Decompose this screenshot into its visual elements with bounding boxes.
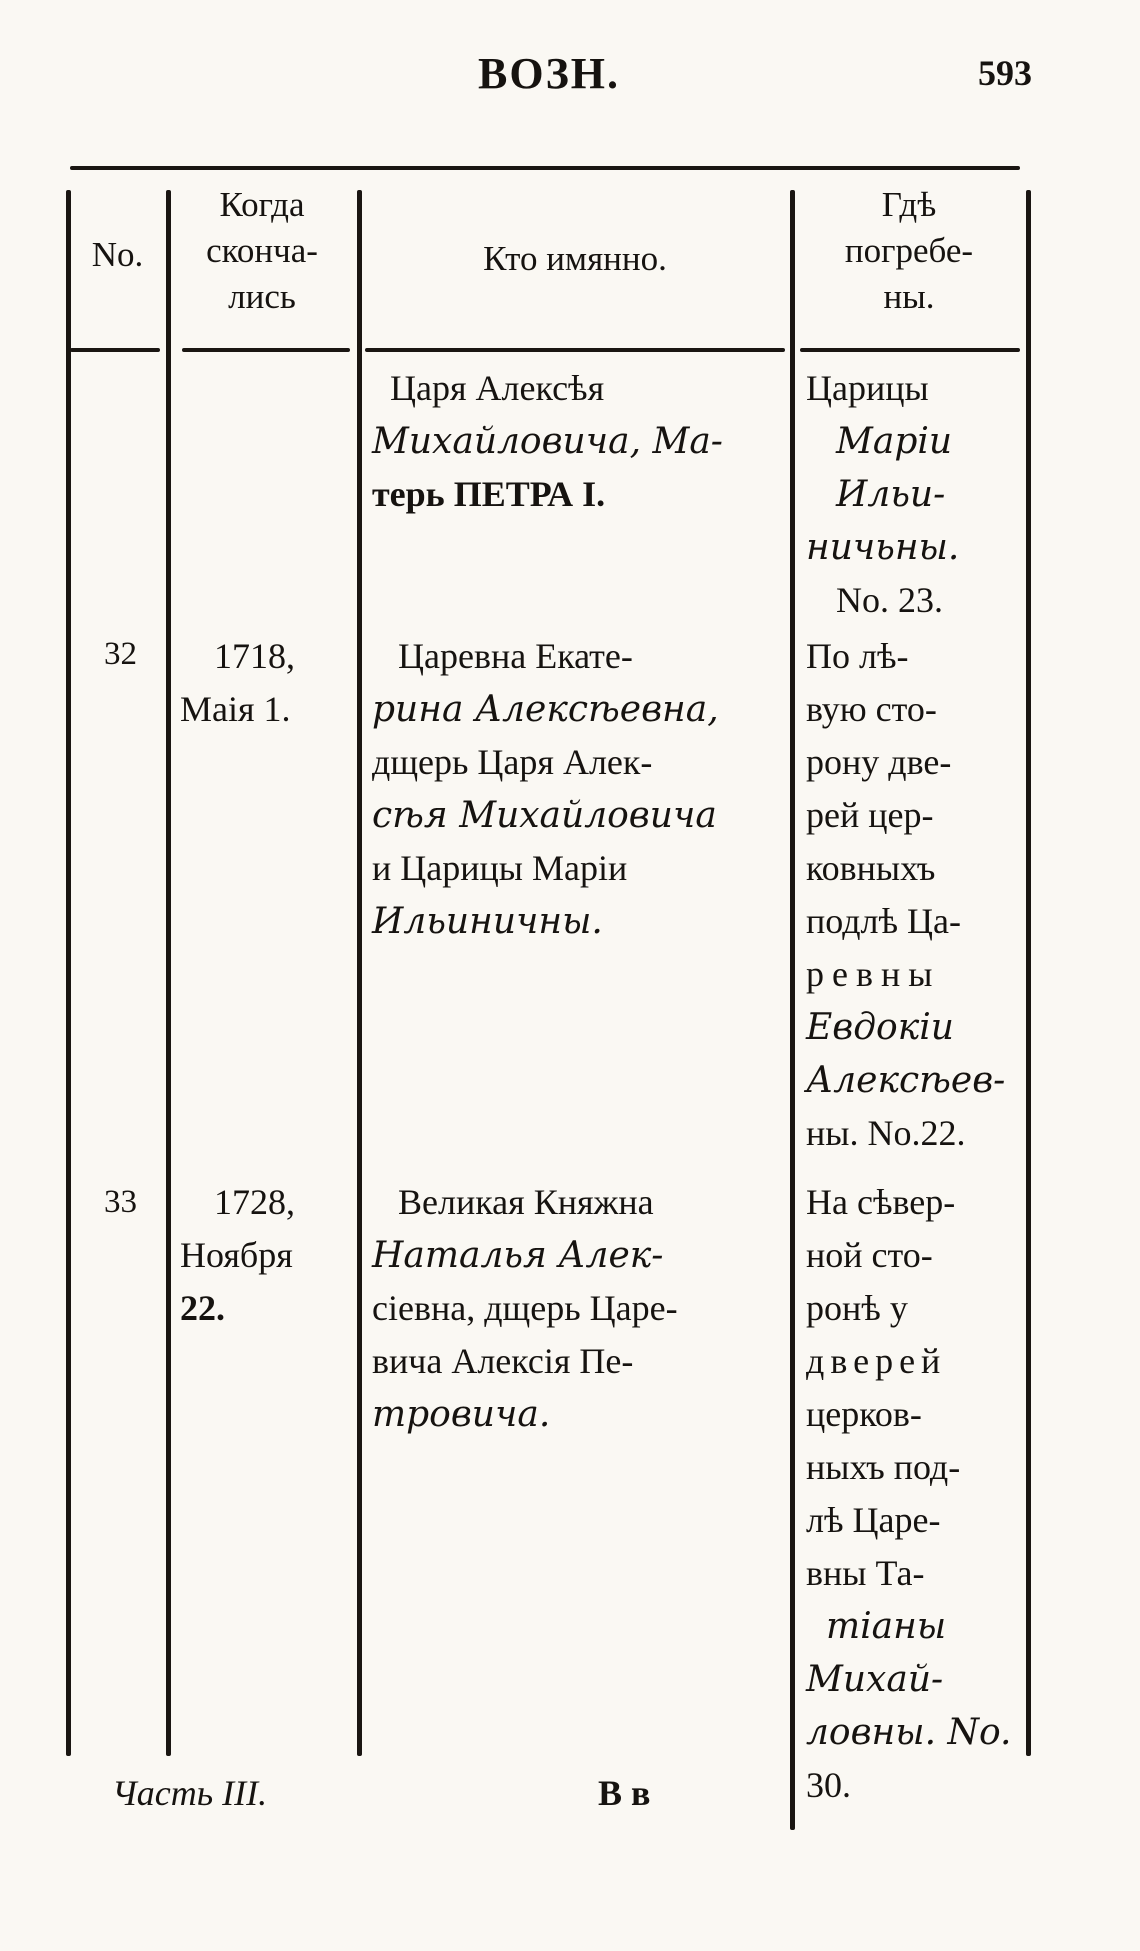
- column-rule-left: [66, 190, 71, 1756]
- header-rule-who: [365, 348, 785, 352]
- column-header-who: Кто имянно.: [483, 239, 667, 278]
- entry-date: 1728, Ноября 22.: [180, 1182, 295, 1328]
- column-rule-1: [166, 190, 171, 1756]
- header-rule-no: [70, 348, 160, 352]
- column-header-when: Когда сконча- лись: [206, 185, 318, 316]
- entry-burial-place: По лѣ- вую сто- рону две- рей цер- ковныхъ подлѣ Ца- ревны Евдокіи Алексѣев- ны. No.22.: [806, 636, 1006, 1153]
- entry-person: Великая Княжна Наталья Алек- сіевна, дщерь Царе- вича Алексія Пе- тровича.: [372, 1182, 678, 1435]
- entry-person: Царевна Екате- рина Алексѣевна, дщерь Царя Алек- сѣя Михайловича и Царицы Маріи Ильиничны.: [372, 636, 719, 942]
- column-header-where: Гдѣ погребе- ны.: [844, 185, 974, 316]
- page-number: 593: [978, 53, 1032, 93]
- header-rule-when: [182, 348, 350, 352]
- top-rule: [70, 166, 1020, 170]
- column-rule-3: [790, 190, 795, 1830]
- column-header-no: No.: [91, 235, 144, 274]
- entry-burial-place: На сѣвер- ной сто- ронѣ у дверей церков- ныхъ под- лѣ Царе- вны Та- тіаны Михай- ловны. No. 30.: [806, 1182, 1012, 1805]
- entry-number: 32: [104, 636, 137, 672]
- part-label: Часть III.: [112, 1773, 268, 1813]
- column-rule-2: [357, 190, 362, 1756]
- continuation-who: Царя Алексѣя Михайловича, Ма- терь ПЕТРА I.: [372, 368, 723, 514]
- header-rule-where: [800, 348, 1020, 352]
- running-head-title: ВОЗН.: [478, 49, 621, 98]
- entry-date: 1718, Маія 1.: [180, 636, 295, 729]
- signature-mark: В в: [598, 1773, 651, 1813]
- column-rule-right: [1026, 190, 1031, 1756]
- continuation-where: Царицы Маріи Ильи- ничьны. No. 23.: [806, 368, 960, 620]
- entry-number: 33: [104, 1184, 137, 1220]
